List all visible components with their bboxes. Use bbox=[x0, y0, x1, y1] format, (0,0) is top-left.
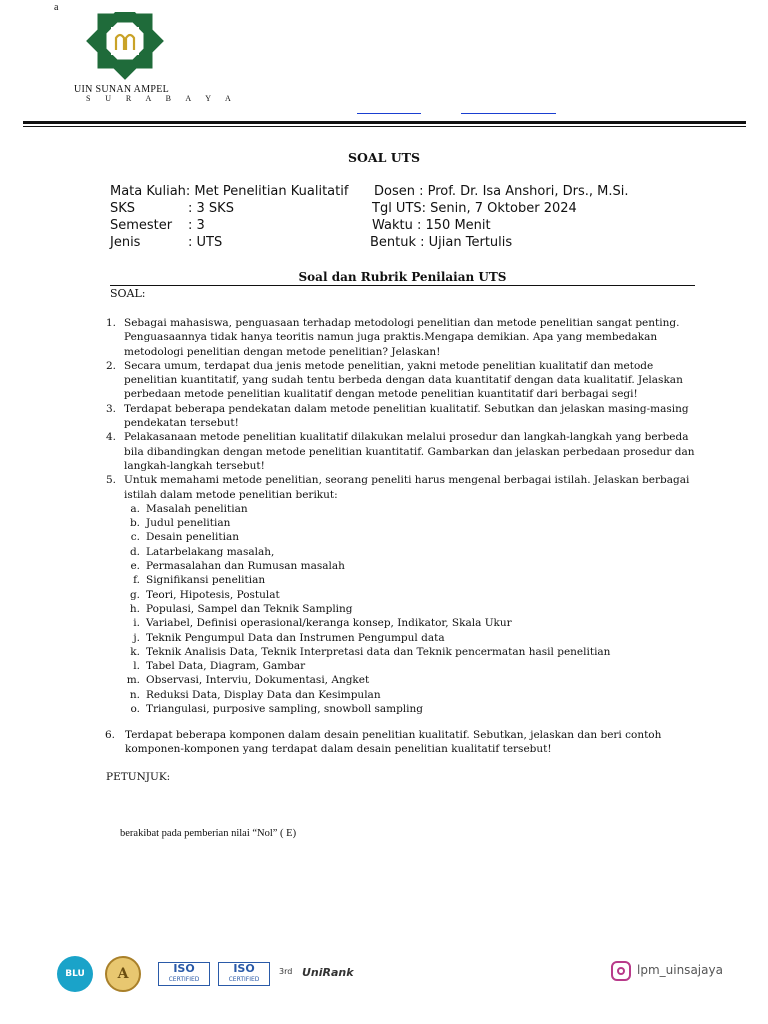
sub-item bbox=[124, 588, 696, 602]
question-text: Untuk memahami metode penelitian, seorang peneliti harus mengenal berbagai istilah. Jelaskan berbagai istilah dalam metode penelitian berikut: bbox=[124, 474, 690, 501]
sub-letter: o. bbox=[130, 703, 140, 716]
header-link-1[interactable] bbox=[357, 113, 421, 114]
question-6 bbox=[105, 728, 697, 757]
sub-item bbox=[124, 602, 696, 616]
question-number: 2. bbox=[106, 359, 117, 372]
sub-text: Desain penelitian bbox=[146, 531, 239, 544]
sub-item bbox=[124, 573, 696, 587]
sub-text: Populasi, Sampel dan Teknik Sampling bbox=[146, 602, 353, 615]
sub-letter: c. bbox=[130, 531, 140, 544]
sub-item bbox=[124, 516, 696, 530]
akreditasi-text: A bbox=[117, 966, 129, 982]
sks-label: SKS bbox=[110, 201, 136, 216]
sub-text: Judul penelitian bbox=[146, 517, 231, 530]
semester-label: Semester bbox=[110, 218, 173, 233]
bentuk: Bentuk : Ujian Tertulis bbox=[370, 235, 513, 250]
sub-letter: a. bbox=[130, 502, 140, 515]
sub-letter: m. bbox=[126, 674, 140, 687]
q5-sub-list bbox=[124, 502, 696, 716]
sub-text: Tabel Data, Diagram, Gambar bbox=[146, 660, 306, 673]
sub-letter: i. bbox=[133, 617, 140, 630]
question-text: Terdapat beberapa pendekatan dalam metode penelitian kualitatif. Sebutkan dan jelaskan masing-masing pendekatan tersebut! bbox=[124, 402, 689, 430]
mata-kuliah: Mata Kuliah: Met Penelitian Kualitatif bbox=[110, 184, 349, 199]
question-number: 1. bbox=[106, 317, 117, 329]
question-text: Sebagai mahasiswa, penguasaan terhadap metodologi penelitian dan metode penelitian sangat penting. Penguasaannya tidak hanya teoritis namun juga praktis.Mengapa demikian. Apa yang membedakan metodologi penelitian dengan metode penelitian? Jelaskan! bbox=[124, 317, 680, 358]
certified-text: CERTIFIED bbox=[228, 976, 260, 983]
sub-item bbox=[124, 673, 696, 687]
section-title: Soal dan Rubrik Penilaian UTS bbox=[110, 270, 695, 286]
question-number: 3. bbox=[106, 402, 117, 415]
sub-text: Permasalahan dan Rumusan masalah bbox=[146, 560, 345, 573]
corner-mark: a bbox=[54, 2, 59, 13]
sub-letter: d. bbox=[129, 545, 140, 558]
sub-item bbox=[124, 631, 696, 645]
jenis-label: Jenis bbox=[110, 235, 141, 250]
question-item bbox=[104, 316, 696, 359]
university-city: S U R A B A Y A bbox=[86, 94, 238, 103]
sks-value: : 3 SKS bbox=[188, 201, 234, 216]
header-link-2[interactable] bbox=[461, 113, 556, 114]
sub-item bbox=[124, 645, 696, 659]
sub-item bbox=[124, 559, 696, 573]
question-item bbox=[104, 359, 696, 402]
certified-text: CERTIFIED bbox=[168, 976, 200, 983]
question-text: Pelakasanaan metode penelitian kualitatif dilakukan melalui prosedur dan langkah-langkah yang berbeda bila dibandingkan dengan metode penelitian kuantitatif. Gambarkan dan jelaskan perbedaan prosedur dan langkah-langkah tersebut! bbox=[124, 431, 695, 472]
sub-letter: k. bbox=[130, 645, 140, 658]
unirank-rank: 3rd bbox=[279, 967, 293, 976]
header-divider-thin bbox=[23, 126, 746, 127]
sub-text: Masalah penelitian bbox=[146, 502, 248, 515]
question-list bbox=[104, 316, 696, 716]
blu-logo bbox=[57, 956, 93, 992]
logo-emblem bbox=[92, 12, 157, 74]
sub-text: Signifikansi penelitian bbox=[146, 574, 266, 587]
semester-value: : 3 bbox=[188, 218, 205, 233]
sub-letter: h. bbox=[129, 602, 140, 615]
tgl-uts: Tgl UTS: Senin, 7 Oktober 2024 bbox=[372, 201, 577, 216]
sub-letter: n. bbox=[129, 688, 140, 701]
sub-letter: f. bbox=[133, 574, 140, 587]
sub-text: Latarbelakang masalah, bbox=[146, 545, 275, 558]
sub-text: Variabel, Definisi operasional/keranga konsep, Indikator, Skala Ukur bbox=[146, 617, 512, 630]
question-text: Terdapat beberapa komponen dalam desain penelitian kualitatif. Sebutkan, jelaskan dan beri contoh komponen-komponen yang terdapat dalam desain penelitian kualitatif tersebut! bbox=[125, 729, 662, 756]
uin-logo bbox=[80, 12, 170, 90]
sub-letter: b. bbox=[129, 517, 140, 530]
sub-item bbox=[124, 616, 696, 630]
page-title: SOAL UTS bbox=[348, 150, 420, 165]
jenis-value: : UTS bbox=[188, 235, 223, 250]
question-item bbox=[104, 402, 696, 431]
grading-note: berakibat pada pemberian nilai “Nol” ( E) bbox=[120, 828, 297, 839]
sub-item bbox=[124, 702, 696, 716]
sub-item bbox=[124, 659, 696, 673]
soal-label: SOAL: bbox=[110, 287, 146, 300]
iso-text: ISO bbox=[233, 962, 255, 975]
sub-letter: e. bbox=[130, 560, 140, 573]
question-number: 4. bbox=[106, 431, 117, 444]
university-name: UIN SUNAN AMPEL bbox=[74, 84, 170, 95]
instagram-handle[interactable]: lpm_uinsajaya bbox=[637, 963, 723, 977]
sub-text: Triangulasi, purposive sampling, snowboll sampling bbox=[146, 703, 423, 716]
sub-item bbox=[124, 530, 696, 544]
sub-text: Teknik Analisis Data, Teknik Interpretasi data dan Teknik pencermatan hasil penelitian bbox=[146, 645, 611, 658]
sub-item bbox=[124, 545, 696, 559]
blu-text: BLU bbox=[65, 969, 85, 979]
question-item bbox=[104, 430, 696, 473]
sub-letter: g. bbox=[129, 588, 140, 601]
sub-text: Reduksi Data, Display Data dan Kesimpulan bbox=[146, 688, 381, 701]
unirank-logo: UniRank bbox=[302, 966, 354, 979]
sub-item bbox=[124, 688, 696, 702]
sub-text: Teori, Hipotesis, Postulat bbox=[146, 588, 280, 601]
akreditasi-badge bbox=[105, 956, 141, 992]
iso-text: ISO bbox=[173, 962, 195, 975]
sub-letter: l. bbox=[133, 660, 140, 673]
sub-text: Teknik Pengumpul Data dan Instrumen Pengumpul data bbox=[146, 631, 445, 644]
question-item bbox=[104, 473, 696, 716]
header-divider-thick bbox=[23, 121, 746, 124]
waktu: Waktu : 150 Menit bbox=[372, 218, 491, 233]
question-text: Secara umum, terdapat dua jenis metode penelitian, yakni metode penelitian kualitatif dan metode penelitian kuantitatif, yang sudah tentu berbeda dengan data kuantitatif dengan data kualitatif. Jelaskan perbedaan metode penelitian kualitatif dengan metode penelitian kuantitatif dari berbagai segi! bbox=[124, 359, 683, 401]
question-number: 5. bbox=[106, 474, 117, 487]
iso-badge-1 bbox=[158, 962, 210, 986]
sub-text: Observasi, Interviu, Dokumentasi, Angket bbox=[146, 674, 370, 687]
instagram-icon[interactable] bbox=[611, 961, 631, 981]
iso-badge-2 bbox=[218, 962, 270, 986]
sub-item bbox=[124, 502, 696, 516]
petunjuk-label: PETUNJUK: bbox=[106, 771, 171, 783]
sub-letter: j. bbox=[133, 631, 140, 644]
dosen: Dosen : Prof. Dr. Isa Anshori, Drs., M.Si. bbox=[374, 184, 629, 199]
question-number: 6. bbox=[105, 729, 116, 741]
